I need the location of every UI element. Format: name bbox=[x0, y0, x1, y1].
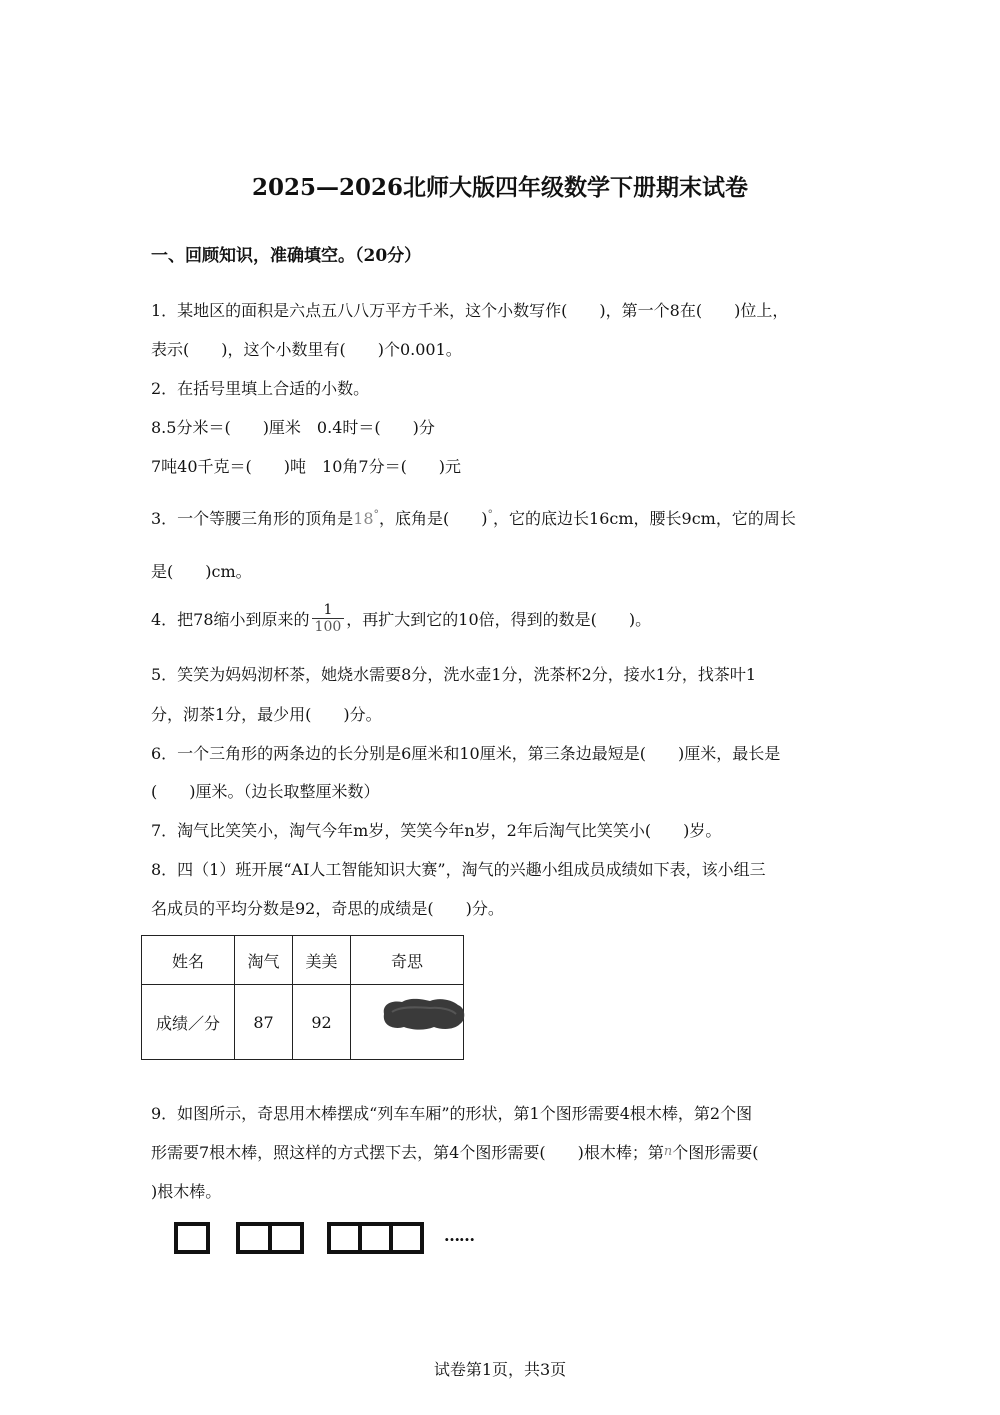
question-8-line-2: 名成员的平均分数是92，奇思的成绩是( )分。 bbox=[151, 899, 504, 918]
table-cell: 成绩／分 bbox=[142, 985, 235, 1060]
table-cell: 92 bbox=[293, 985, 351, 1060]
question-1-line-2: 表示( )，这个小数里有( )个0.001。 bbox=[151, 340, 462, 359]
figure-2-square-1 bbox=[238, 1224, 270, 1252]
question-4-line-1 bbox=[151, 598, 651, 642]
question-3-text-a: 3．一个等腰三角形的顶角是 bbox=[151, 509, 354, 528]
fraction bbox=[312, 602, 345, 635]
degree-symbol-2: ° bbox=[487, 508, 494, 521]
question-5-line-2: 分，沏茶1分，最少用( )分。 bbox=[151, 705, 382, 724]
fraction-numerator: 1 bbox=[312, 602, 345, 619]
question-2-line-3: 7吨40千克＝( )吨 10角7分＝( )元 bbox=[151, 457, 462, 476]
figure-3-square-3 bbox=[391, 1224, 422, 1252]
question-2-line-1: 2．在括号里填上合适的小数。 bbox=[151, 379, 370, 398]
page-footer: 试卷第1页，共3页 bbox=[433, 1360, 567, 1379]
ink-blot-icon bbox=[378, 994, 466, 1034]
fraction-denominator: 100 bbox=[314, 619, 342, 635]
degree-symbol: ° bbox=[373, 508, 380, 521]
question-3-line-2: 是( )cm。 bbox=[151, 562, 252, 581]
question-5-line-1: 5．笑笑为妈妈沏杯茶，她烧水需要8分，洗水壶1分，洗茶杯2分，接水1分，找茶叶1 bbox=[151, 665, 757, 684]
question-4-text-b: ，再扩大到它的10倍，得到的数是( )。 bbox=[346, 610, 652, 629]
question-2-line-2: 8.5分米＝( )厘米 0.4时＝( )分 bbox=[151, 418, 435, 437]
question-9-text-a: 形需要7根木棒，照这样的方式摆下去，第4个图形需要( )根木棒；第 bbox=[151, 1143, 664, 1162]
question-9-line-3: )根木棒。 bbox=[151, 1182, 222, 1201]
ellipsis: …… bbox=[444, 1226, 474, 1245]
train-carriage-figures bbox=[170, 1218, 470, 1258]
section-heading: 一、回顾知识，准确填空。（20分） bbox=[151, 246, 422, 266]
question-3-text-b: ，底角是( ) bbox=[379, 509, 488, 528]
question-8-line-1: 8．四（1）班开展“AI人工智能知识大赛”，淘气的兴趣小组成员成绩如下表，该小组三 bbox=[151, 860, 766, 879]
question-3-line-1 bbox=[151, 509, 796, 531]
question-3-text-c: ，它的底边长16cm，腰长9cm，它的周长 bbox=[493, 509, 796, 528]
question-3-angle: 18 bbox=[353, 509, 374, 528]
table-header-row bbox=[142, 936, 464, 985]
table-header-cell: 姓名 bbox=[142, 936, 235, 985]
question-4-text-a: 4．把78缩小到原来的 bbox=[151, 610, 310, 629]
figure-3-square-2 bbox=[360, 1224, 391, 1252]
question-6-line-1: 6．一个三角形的两条边的长分别是6厘米和10厘米，第三条边最短是( )厘米，最长是 bbox=[151, 744, 781, 763]
page-title: 2025—2026北师大版四年级数学下册期末试卷 bbox=[251, 174, 749, 201]
table-header-cell: 奇思 bbox=[351, 936, 464, 985]
question-9-line-2 bbox=[151, 1143, 758, 1165]
question-1-line-1: 1．某地区的面积是六点五八八万平方千米，这个小数写作( )，第一个8在( )位上， bbox=[151, 301, 789, 320]
question-6-line-2: ( )厘米。（边长取整厘米数） bbox=[151, 782, 380, 801]
variable-n: n bbox=[663, 1144, 673, 1159]
table-header-cell: 淘气 bbox=[235, 936, 293, 985]
question-9-line-1: 9．如图所示，奇思用木棒摆成“列车车厢”的形状，第1个图形需要4根木棒，第2个图 bbox=[151, 1104, 753, 1123]
figure-2-square-2 bbox=[270, 1224, 302, 1252]
figure-3-square-1 bbox=[329, 1224, 360, 1252]
table-header-cell: 美美 bbox=[293, 936, 351, 985]
figure-1-square bbox=[176, 1224, 208, 1252]
question-7-line-1: 7．淘气比笑笑小，淘气今年m岁，笑笑今年n岁，2年后淘气比笑笑小( )岁。 bbox=[151, 821, 722, 840]
table-cell: 87 bbox=[235, 985, 293, 1060]
question-9-text-b: 个图形需要( bbox=[672, 1143, 759, 1162]
